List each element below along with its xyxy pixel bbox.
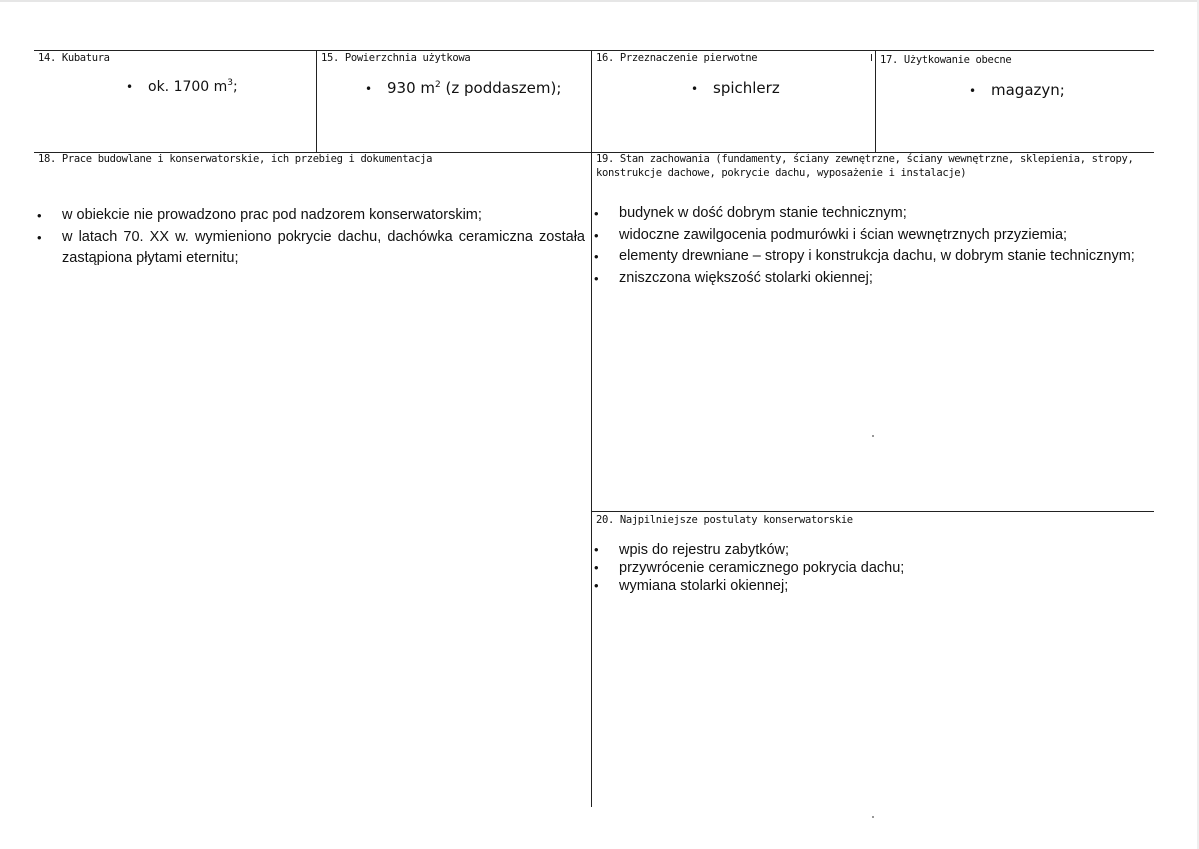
row-divider-2: [591, 511, 1154, 512]
section-label-stan-line-1: 19. Stan zachowania (fundamenty, ściany zewnętrzne, ściany wewnętrzne, sklepienia, stropy,: [596, 153, 1134, 165]
cell-value-przeznaczenie: • spichlerz: [691, 79, 780, 97]
postulaty-bullet-list: [591, 541, 1151, 595]
list-item: • przywrócenie ceramicznego pokrycia dachu;: [591, 559, 1151, 577]
section-label-stan-line-2: konstrukcje dachowe, pokrycie dachu, wyposażenie i instalacje): [596, 167, 967, 179]
cell-value-powierzchnia: • 930 $m^2$ (z poddaszem);: [365, 79, 562, 97]
stan-bullet-list: [591, 203, 1151, 289]
section-label-prace: 18. Prace budowlane i konserwatorskie, ich przebieg i dokumentacja: [38, 153, 433, 165]
list-item: • w latach 70. XX w. wymieniono pokrycie dachu, dachówka ceramiczna została zastąpiona płytami eternitu;: [34, 227, 585, 270]
col-divider-16-17: [875, 50, 876, 152]
bullet-icon: •: [691, 82, 699, 96]
table-top-border: [34, 50, 1154, 51]
list-item: • zniszczona większość stolarki okiennej;: [591, 268, 1151, 290]
cell-value-kubatura: • ok. 1700 $m^3$;: [126, 78, 238, 95]
bullet-icon: •: [126, 80, 134, 94]
cell-label-powierzchnia: 15. Powierzchnia użytkowa: [321, 52, 471, 64]
form-table: [34, 50, 1154, 807]
prace-bullet-list: [34, 205, 585, 270]
cell-label-uzytkowanie: 17. Użytkowanie obecne: [880, 54, 1012, 66]
list-item: • w obiekcie nie prowadzono prac pod nadzorem konserwatorskim;: [34, 205, 585, 227]
bullet-icon: •: [969, 84, 977, 98]
scan-tick-mark: [871, 54, 872, 61]
cell-label-przeznaczenie: 16. Przeznaczenie pierwotne: [596, 52, 758, 64]
cell-value-uzytkowanie: • magazyn;: [969, 81, 1065, 99]
section-label-postulaty: 20. Najpilniejsze postulaty konserwatorskie: [596, 514, 853, 526]
scan-edge-top: [0, 0, 1199, 2]
list-item: • wymiana stolarki okiennej;: [591, 577, 1151, 595]
scan-speck: [872, 816, 874, 818]
scan-speck: [872, 435, 874, 437]
list-item: • widoczne zawilgocenia podmurówki i ścian wewnętrznych przyziemia;: [591, 225, 1151, 247]
col-divider-14-15: [316, 50, 317, 152]
cell-label-kubatura: 14. Kubatura: [38, 52, 110, 64]
list-item: • budynek w dość dobrym stanie technicznym;: [591, 203, 1151, 225]
col-divider-center: [591, 50, 592, 807]
list-item: • elementy drewniane – stropy i konstrukcja dachu, w dobrym stanie technicznym;: [591, 246, 1151, 268]
list-item: • wpis do rejestru zabytków;: [591, 541, 1151, 559]
bullet-icon: •: [365, 82, 373, 96]
